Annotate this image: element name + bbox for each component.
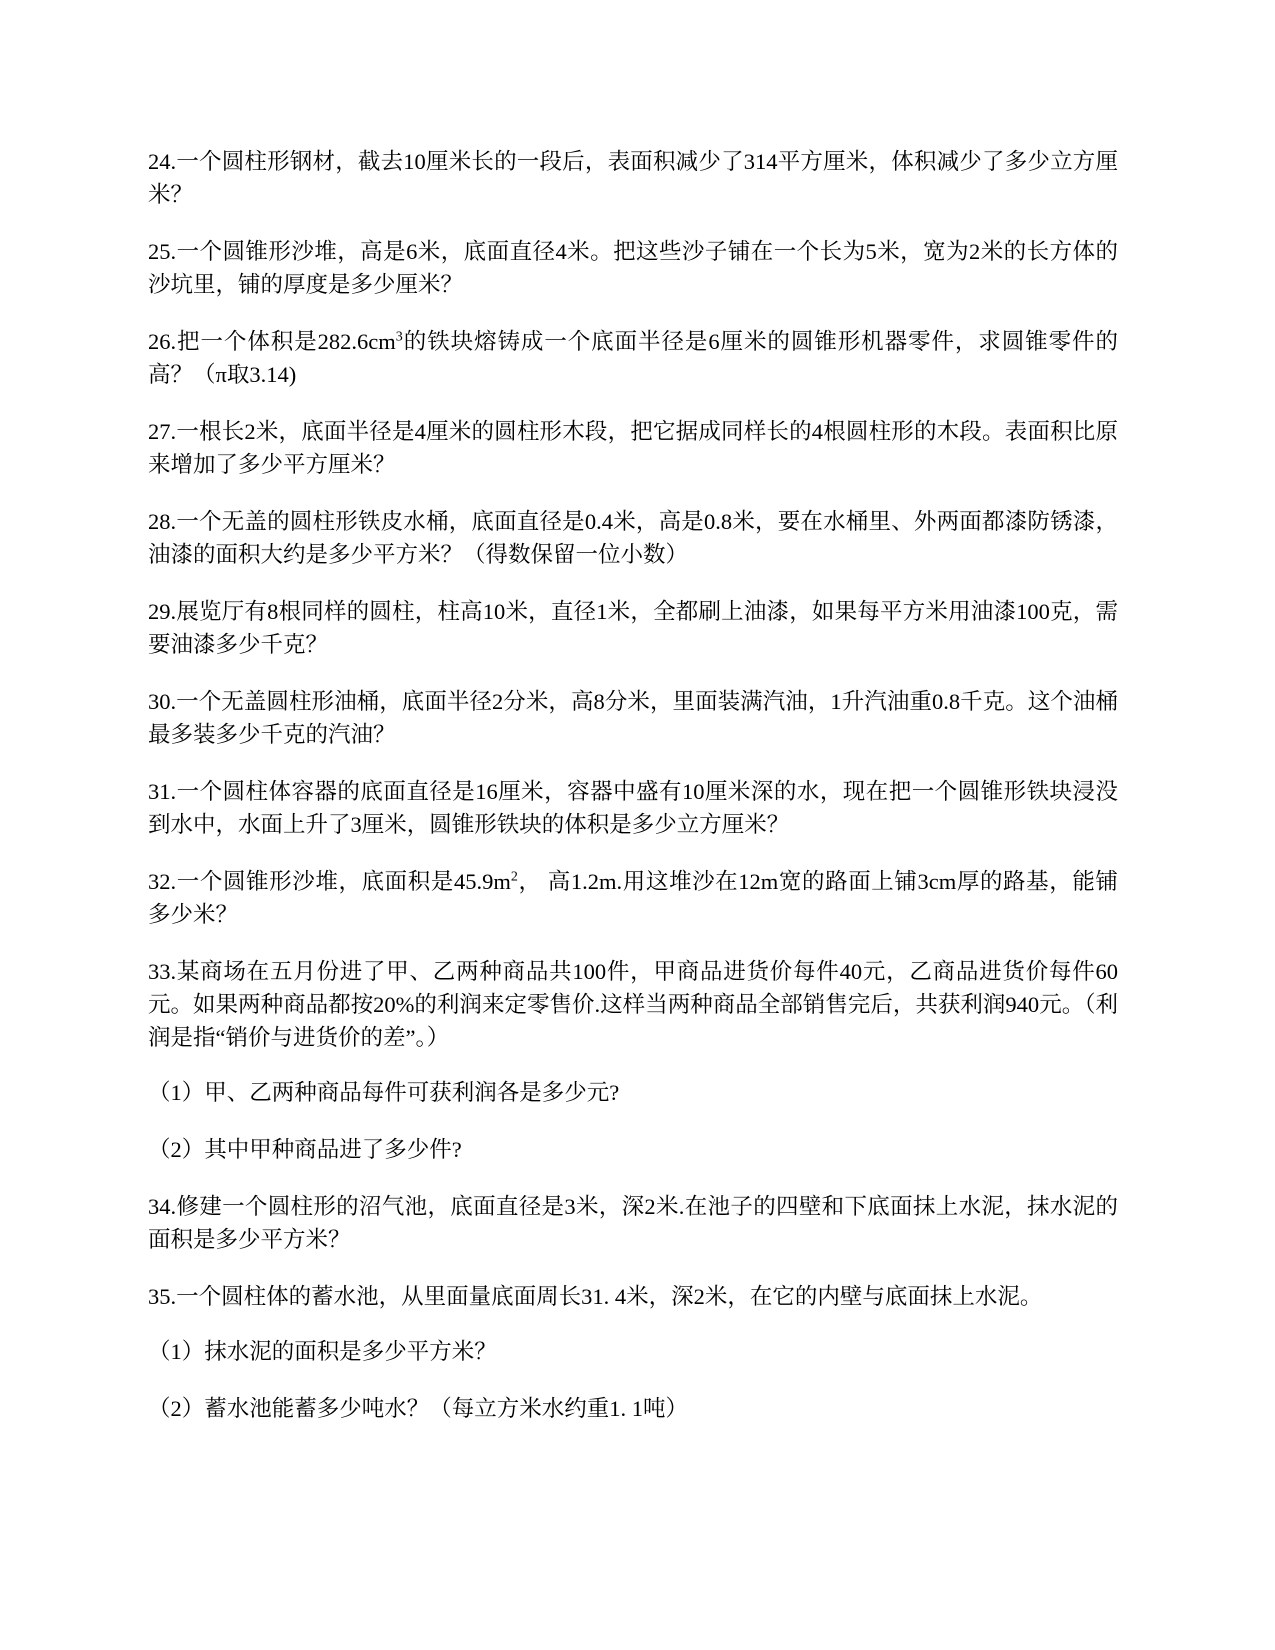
problem-35: 35.一个圆柱体的蓄水池，从里面量底面周长31. 4米，深2米，在它的内壁与底面抹上水泥。 [148,1284,1043,1309]
problem-27: 27.一根长2米，底面半径是4厘米的圆柱形木段，把它据成同样长的4根圆柱形的木段。表面积比原来增加了多少平方厘米？ [148,419,1118,477]
problem-34: 34.修建一个圆柱形的沼气池，底面直径是3米，深2米.在池子的四壁和下底面抹上水泥，抹水泥的面积是多少平方米？ [148,1194,1118,1252]
problem-32 [148,865,1118,931]
problem-31: 31.一个圆柱体容器的底面直径是16厘米，容器中盛有10厘米深的水，现在把一个圆锥形铁块浸没到水中，水面上升了3厘米，圆锥形铁块的体积是多少立方厘米？ [148,779,1118,837]
problem-33-subquestion-2: （2）其中甲种商品进了多少件? [148,1137,462,1162]
problem-33: 33.某商场在五月份进了甲、乙两种商品共100件，甲商品进货价每件40元，乙商品进货价每件60元。如果两种商品都按20%的利润来定零售价.这样当两种商品全部销售完后，共获利润940元。（利润是指“销价与进货价的差”。） [148,959,1118,1050]
problem-35-subquestion-1: （1）抹水泥的面积是多少平方米？ [148,1339,497,1364]
problem-32-text-post: ， 高1.2m.用这堆沙在12m宽的路面上铺3cm厚的路基，能铺多少米？ [148,869,1118,927]
problem-26-superscript: 3 [395,329,403,345]
problem-32-text-pre: 32.一个圆锥形沙堆，底面积是45.9m [148,869,511,894]
problem-24: 24.一个圆柱形钢材，截去10厘米长的一段后，表面积减少了314平方厘米，体积减少了多少立方厘米？ [148,149,1118,207]
problem-26-text-post: 的铁块熔铸成一个底面半径是6厘米的圆锥形机器零件，求圆锥零件的高？（π取3.14) [148,329,1118,387]
problem-28: 28.一个无盖的圆柱形铁皮水桶，底面直径是0.4米，高是0.8米，要在水桶里、外两面都漆防锈漆，油漆的面积大约是多少平方米？（得数保留一位小数） [148,509,1118,567]
problem-33-subquestion-1: （1）甲、乙两种商品每件可获利润各是多少元? [148,1080,620,1105]
problem-25: 25.一个圆锥形沙堆，高是6米，底面直径4米。把这些沙子铺在一个长为5米，宽为2米的长方体的沙坑里，铺的厚度是多少厘米？ [148,239,1118,297]
problem-26-text-pre: 26.把一个体积是282.6cm [148,329,396,354]
problem-29: 29.展览厅有8根同样的圆柱，柱高10米，直径1米，全都刷上油漆，如果每平方米用油漆100克，需要油漆多少千克？ [148,599,1118,657]
problem-35-subquestion-2: （2）蓄水池能蓄多少吨水？（每立方米水约重1. 1吨） [148,1396,689,1421]
problem-26 [148,325,1118,391]
worksheet-page [148,145,1118,1449]
problem-32-superscript: 2 [510,869,518,885]
problem-30: 30.一个无盖圆柱形油桶，底面半径2分米，高8分米，里面装满汽油，1升汽油重0.8千克。这个油桶最多装多少千克的汽油？ [148,689,1118,747]
